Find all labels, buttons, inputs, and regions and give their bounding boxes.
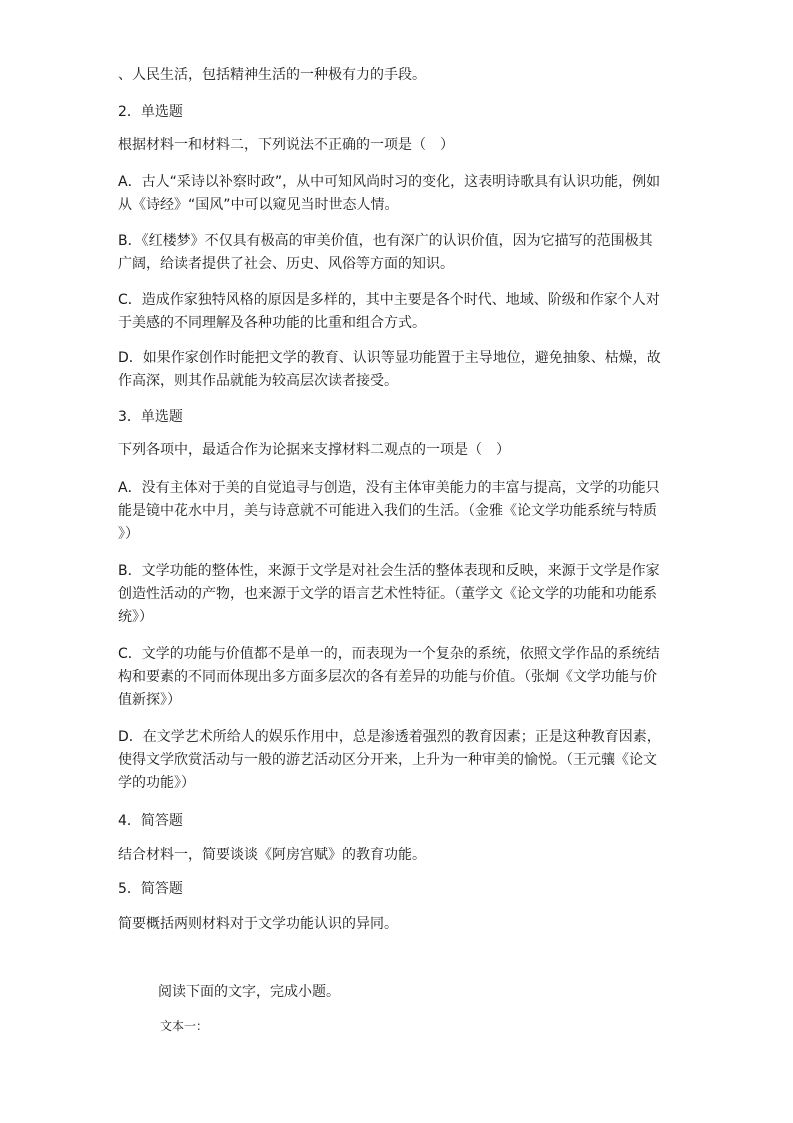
q3-option-c-line-2: 构和要素的不同而体现出多方面多层次的各有差异的功能与价值。（张炯《文学功能与价	[118, 669, 657, 685]
q3-option-a-line-2: 能是镜中花水中月，美与诗意就不可能进入我们的生活。（金雅《论文学功能系统与特质	[118, 503, 657, 519]
question-2-heading: 2．单选题	[118, 104, 183, 120]
q3-option-b-line-2: 创造性活动的产物，也来源于文学的语言艺术性特征。（董学文《论文学的功能和功能系	[118, 586, 657, 602]
q3-option-d-line-1: D．在文学艺术所给人的娱乐作用中，总是渗透着强烈的教育因素；正是这种教育因素，	[118, 729, 661, 745]
text-one-label: 文本一：	[160, 1019, 209, 1033]
q3-option-a-line-3: 》）	[118, 526, 139, 542]
question-2-stem: 根据材料一和材料二，下列说法不正确的一项是（ ）	[118, 137, 454, 153]
q3-option-a-line-1: A．没有主体对于美的自觉追寻与创造，没有主体审美能力的丰富与提高，文学的功能只	[118, 480, 660, 496]
option-c-line-2: 于美感的不同理解及各种功能的比重和组合方式。	[118, 315, 426, 331]
q3-option-d-line-2: 使得文学欣赏活动与一般的游艺活动区分开来，上升为一种审美的愉悦。（王元骧《论文	[118, 752, 657, 768]
option-d-line-2: 作高深，则其作品就能为较高层次读者接受。	[118, 373, 398, 389]
option-d-line-1: D．如果作家创作时能把文学的教育、认识等显功能置于主导地位，避免抽象、枯燥，故	[118, 350, 661, 366]
question-3-heading: 3．单选题	[118, 409, 183, 425]
option-c-line-1: C．造成作家独特风格的原因是多样的，其中主要是各个时代、地域、阶级和作家个人对	[118, 292, 660, 308]
question-4-heading: 4．简答题	[118, 813, 183, 829]
q3-option-c-line-1: C．文学的功能与价值都不是单一的，而表现为一个复杂的系统，依照文学作品的系统结	[118, 646, 660, 662]
text-line-continuation: 、人民生活，包括精神生活的一种极有力的手段。	[118, 67, 426, 83]
question-5-stem: 简要概括两则材料对于文学功能认识的异同。	[118, 916, 398, 932]
question-3-stem: 下列各项中，最适合作为论据来支撑材料二观点的一项是（ ）	[118, 442, 510, 458]
q3-option-b-line-3: 统》）	[118, 609, 153, 625]
question-4-stem: 结合材料一，简要谈谈《阿房宫赋》的教育功能。	[118, 847, 426, 863]
option-b-line-1: B．《红楼梦》不仅具有极高的审美价值，也有深广的认识价值，因为它描写的范围极其	[118, 233, 653, 249]
option-a-line-1: A．古人“采诗以补察时政”，从中可知风尚时习的变化，这表明诗歌具有认识功能，例如	[118, 174, 661, 190]
option-a-line-2: 从《诗经》“国风”中可以窥见当时世态人情。	[118, 197, 399, 213]
q3-option-d-line-3: 学的功能》）	[118, 775, 195, 791]
option-b-line-2: 广阔，给读者提供了社会、历史、风俗等方面的知识。	[118, 256, 454, 272]
reading-instruction: 阅读下面的文字，完成小题。	[158, 984, 340, 1000]
question-5-heading: 5．简答题	[118, 881, 183, 897]
q3-option-c-line-3: 值新探》）	[118, 692, 181, 708]
q3-option-b-line-1: B．文学功能的整体性，来源于文学是对社会生活的整体表现和反映，来源于文学是作家	[118, 563, 660, 579]
